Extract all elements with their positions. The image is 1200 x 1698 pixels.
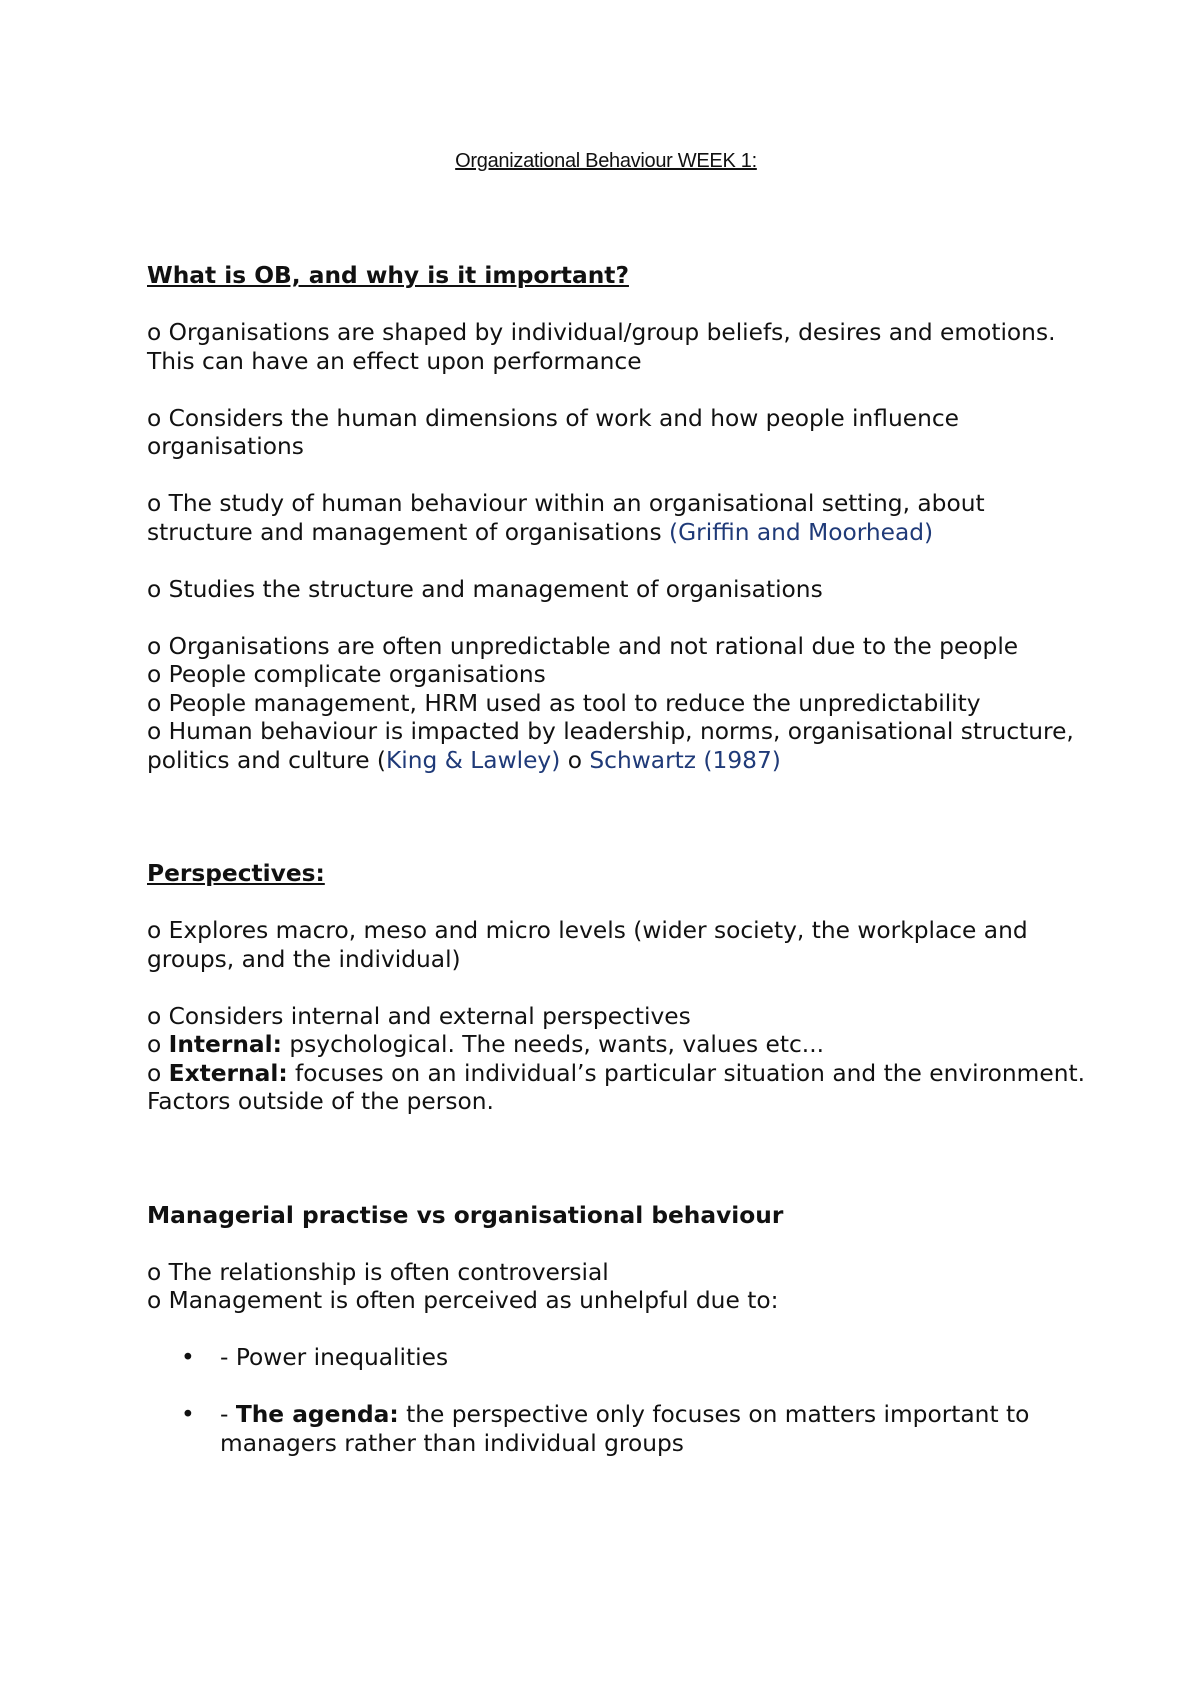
bullet-dash: - <box>220 1344 236 1371</box>
paragraph-text: psychological. The needs, wants, values etc... <box>281 1031 825 1058</box>
bullet-marker: • <box>181 1401 195 1428</box>
bullet-marker: • <box>181 1344 195 1371</box>
bullet-list <box>147 1344 1087 1458</box>
paragraph-text: o The study of human behaviour within an organisational setting, about structure and management of organisations <box>147 490 985 546</box>
citation: King & Lawley) <box>386 746 561 774</box>
paragraph-text: o Human behaviour is impacted by leadership, norms, organisational structure, politics and culture ( <box>147 718 1074 774</box>
document-body <box>147 262 1087 1458</box>
paragraph: o People management, HRM used as tool to reduce the unpredictability <box>147 689 981 717</box>
paragraph-text: o <box>147 1031 169 1058</box>
paragraph <box>147 490 1087 547</box>
paragraph: o Organisations are shaped by individual/group beliefs, desires and emotions. This can have an effect upon performance <box>147 319 1056 375</box>
citation: (Griffin and Moorhead) <box>669 518 934 546</box>
paragraph: o Organisations are often unpredictable and not rational due to the people <box>147 632 1019 660</box>
document-title: Organizational Behaviour WEEK 1: <box>455 150 757 172</box>
list-item <box>147 1344 1087 1373</box>
citation: Schwartz (1987) <box>589 746 781 774</box>
paragraph-text: focuses on an individual’s particular situation and the environment. Factors outside of the person. <box>147 1059 1086 1115</box>
paragraph <box>147 1060 1087 1117</box>
section-heading-managerial-practise: Managerial practise vs organisational behaviour <box>147 1201 784 1229</box>
paragraph: o People complicate organisations <box>147 661 546 688</box>
paragraph <box>147 718 1087 775</box>
section-heading-what-is-ob: What is OB, and why is it important? <box>147 262 629 289</box>
bold-term: The agenda: <box>235 1401 399 1428</box>
bold-term: Internal: <box>168 1031 282 1058</box>
paragraph: o Studies the structure and management of organisations <box>147 575 823 603</box>
paragraph: o Management is often perceived as unhelpful due to: <box>147 1287 779 1314</box>
paragraph: o Considers the human dimensions of work and how people influence organisations <box>147 404 959 460</box>
paragraph: o Explores macro, meso and micro levels (wider society, the workplace and groups, and the individual) <box>147 917 1028 973</box>
bullet-text: the perspective only focuses on matters important to managers rather than individual groups <box>220 1401 1030 1457</box>
paragraph: o Considers internal and external perspectives <box>147 1002 691 1030</box>
paragraph <box>147 1031 1087 1060</box>
bold-term: External: <box>168 1059 288 1087</box>
paragraph: o The relationship is often controversial <box>147 1258 609 1286</box>
paragraph-text: o <box>147 1059 169 1087</box>
bullet-text: Power inequalities <box>235 1344 449 1371</box>
paragraph-text: o <box>560 746 590 774</box>
list-item <box>147 1401 1087 1458</box>
bullet-dash: - <box>220 1401 236 1428</box>
section-heading-perspectives: Perspectives: <box>147 860 325 887</box>
